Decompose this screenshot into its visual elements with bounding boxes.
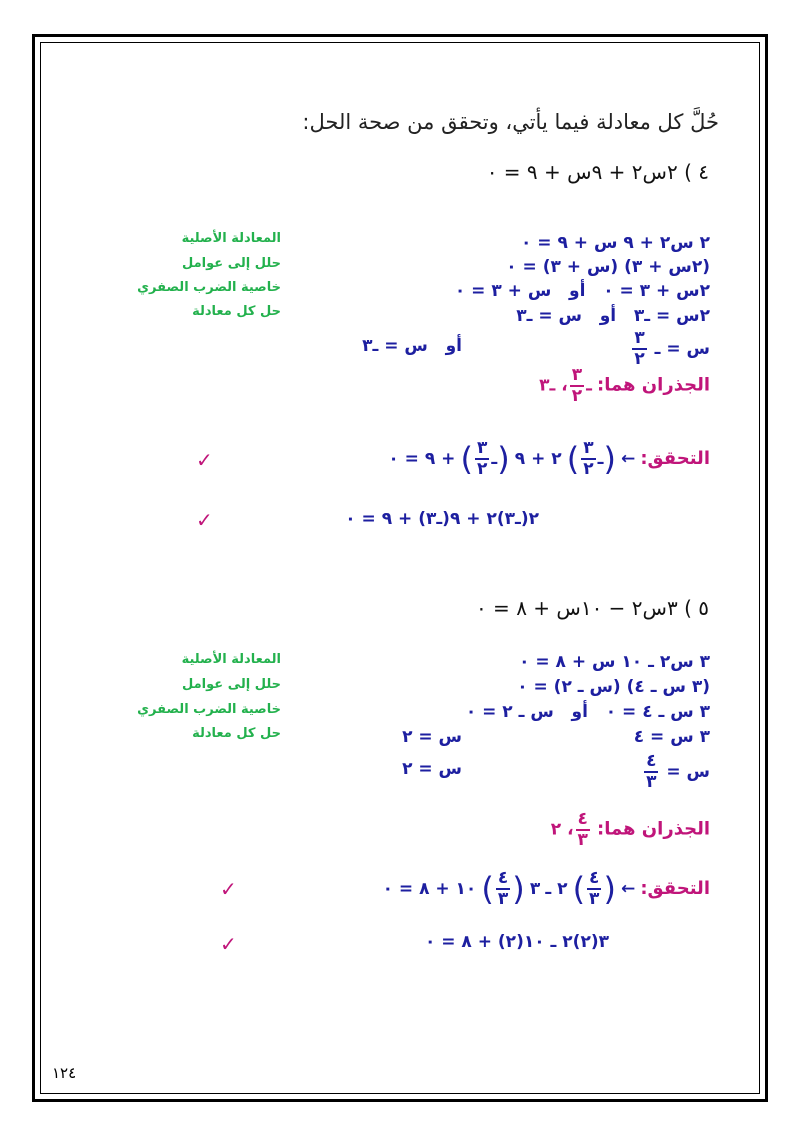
step-text: س = ـ (654, 339, 710, 359)
fraction-numerator: ٣ (634, 328, 645, 348)
step-line: ٢س + ٣ = ٠ أو س + ٣ = ٠ (454, 281, 710, 301)
check-mark-icon: ✓ (220, 877, 237, 901)
fraction-numerator: ٣ (583, 438, 594, 458)
roots-sign: ـ (586, 375, 592, 396)
roots-rest: ، ٢ (550, 819, 574, 840)
roots-label: الجذران هما: (597, 374, 710, 396)
step-note: حلل إلى عوامل (182, 677, 281, 692)
check-mark-icon: ✓ (196, 508, 213, 532)
step-text: س = (666, 762, 710, 782)
fraction (496, 870, 510, 908)
check-line-1 (388, 440, 710, 478)
step-line: ٢س = ـ٣ أو س = ـ٣ (516, 306, 710, 326)
root-fraction (576, 811, 590, 849)
check-mark-icon: ✓ (196, 448, 213, 472)
roots-label: الجذران هما: (597, 818, 710, 840)
fraction (632, 330, 646, 368)
check-end: + ٩ = ٠ (388, 449, 456, 469)
page-number: ١٢٤ (52, 1064, 77, 1082)
check-arrow: ← (621, 449, 636, 469)
check-label: التحقق: (640, 448, 710, 469)
fraction-numerator: ٤ (646, 751, 657, 771)
fraction-denominator: ٣ (646, 772, 657, 792)
check-group: (ـ $\frac{٣}{٢}$ ) (460, 438, 510, 479)
fraction-numerator: ٣ (477, 438, 488, 458)
fraction-denominator: ٣ (497, 889, 509, 909)
fraction-numerator: ٤ (497, 868, 509, 888)
step-note: المعادلة الأصلية (181, 652, 281, 667)
fraction-numerator: ٤ (577, 809, 588, 829)
fraction (644, 753, 658, 791)
problem-number: ٤ ) (684, 160, 709, 184)
roots-line (539, 367, 710, 405)
neg-sign: ـ (597, 449, 604, 469)
step-line-alt: أو س = ـ٣ (362, 336, 462, 356)
roots-rest: ، ـ٣ (539, 375, 568, 396)
check-group: (ـ $\frac{٣}{٢}$ ) (566, 438, 616, 479)
check-middle: ٢ + ٩ (514, 449, 562, 469)
fraction-denominator: ٣ (577, 830, 588, 850)
check-end: ١٠ + ٨ = ٠ (382, 879, 477, 899)
root-fraction (570, 367, 584, 405)
step-note: حلل إلى عوامل (182, 256, 281, 271)
step-line-alt: س = ٢ (402, 727, 462, 747)
instruction-heading: حُلَّ كل معادلة فيما يأتي، وتحقق من صحة الحل: (302, 110, 719, 134)
roots-line (551, 811, 710, 849)
check-line-2: ٣(٢)٢ ـ ١٠(٢) + ٨ = ٠ (424, 932, 609, 952)
fraction-denominator: ٢ (634, 349, 645, 369)
problem-4-statement (487, 160, 709, 184)
step-line: ٣ س٢ ـ ١٠ س + ٨ = ٠ (519, 652, 710, 672)
check-arrow: ← (621, 879, 636, 899)
step-line-alt: س = ٢ (402, 759, 462, 779)
fraction (581, 440, 595, 478)
fraction-denominator: ٢ (571, 386, 583, 406)
fraction-denominator: ٣ (589, 889, 600, 909)
step-note: حل كل معادلة (192, 304, 281, 319)
check-line-2: ٢(ـ٣)٢ + ٩(ـ٣) + ٩ = ٠ (345, 509, 539, 529)
check-middle: ٢ ـ (545, 879, 568, 899)
check-label: التحقق: (640, 878, 710, 899)
step-line: (٣ س ـ ٤) (س ـ ٢) = ٠ (517, 677, 710, 697)
step-note: خاصية الضرب الصفري (137, 702, 281, 717)
fraction (475, 440, 489, 478)
problem-5-statement (476, 596, 709, 620)
fraction-denominator: ٢ (477, 459, 488, 479)
fraction-numerator: ٤ (589, 868, 600, 888)
fraction-numerator: ٣ (571, 365, 583, 385)
check-coef: ٣ (529, 879, 541, 899)
neg-sign: ـ (491, 449, 498, 469)
problem-equation: ٢س٢ + ٩س + ٩ = ٠ (486, 160, 678, 184)
step-line: ٣ س = ٤ (633, 727, 710, 747)
fraction-denominator: ٢ (583, 459, 594, 479)
step-line-fraction (630, 330, 710, 368)
step-line: (٢س + ٣) (س + ٣) = ٠ (506, 257, 710, 277)
check-group: ( $\frac{٤}{٣}$ ) (481, 868, 525, 909)
step-note: حل كل معادلة (192, 726, 281, 741)
fraction (587, 870, 601, 908)
page-border-inner (40, 42, 760, 1094)
step-line: ٢ س٢ + ٩ س + ٩ = ٠ (521, 233, 710, 253)
problem-number: ٥ ) (684, 596, 709, 620)
check-mark-icon: ✓ (220, 932, 237, 956)
step-line-fraction (642, 753, 710, 791)
step-line: ٣ س ـ ٤ = ٠ أو س ـ ٢ = ٠ (465, 702, 710, 722)
step-note: خاصية الضرب الصفري (137, 280, 281, 295)
step-note: المعادلة الأصلية (181, 231, 281, 246)
check-group: ( $\frac{٤}{٣}$ ) (572, 868, 616, 909)
problem-equation: ٣س٢ − ١٠س + ٨ = ٠ (475, 596, 678, 620)
check-line-1 (383, 870, 710, 908)
